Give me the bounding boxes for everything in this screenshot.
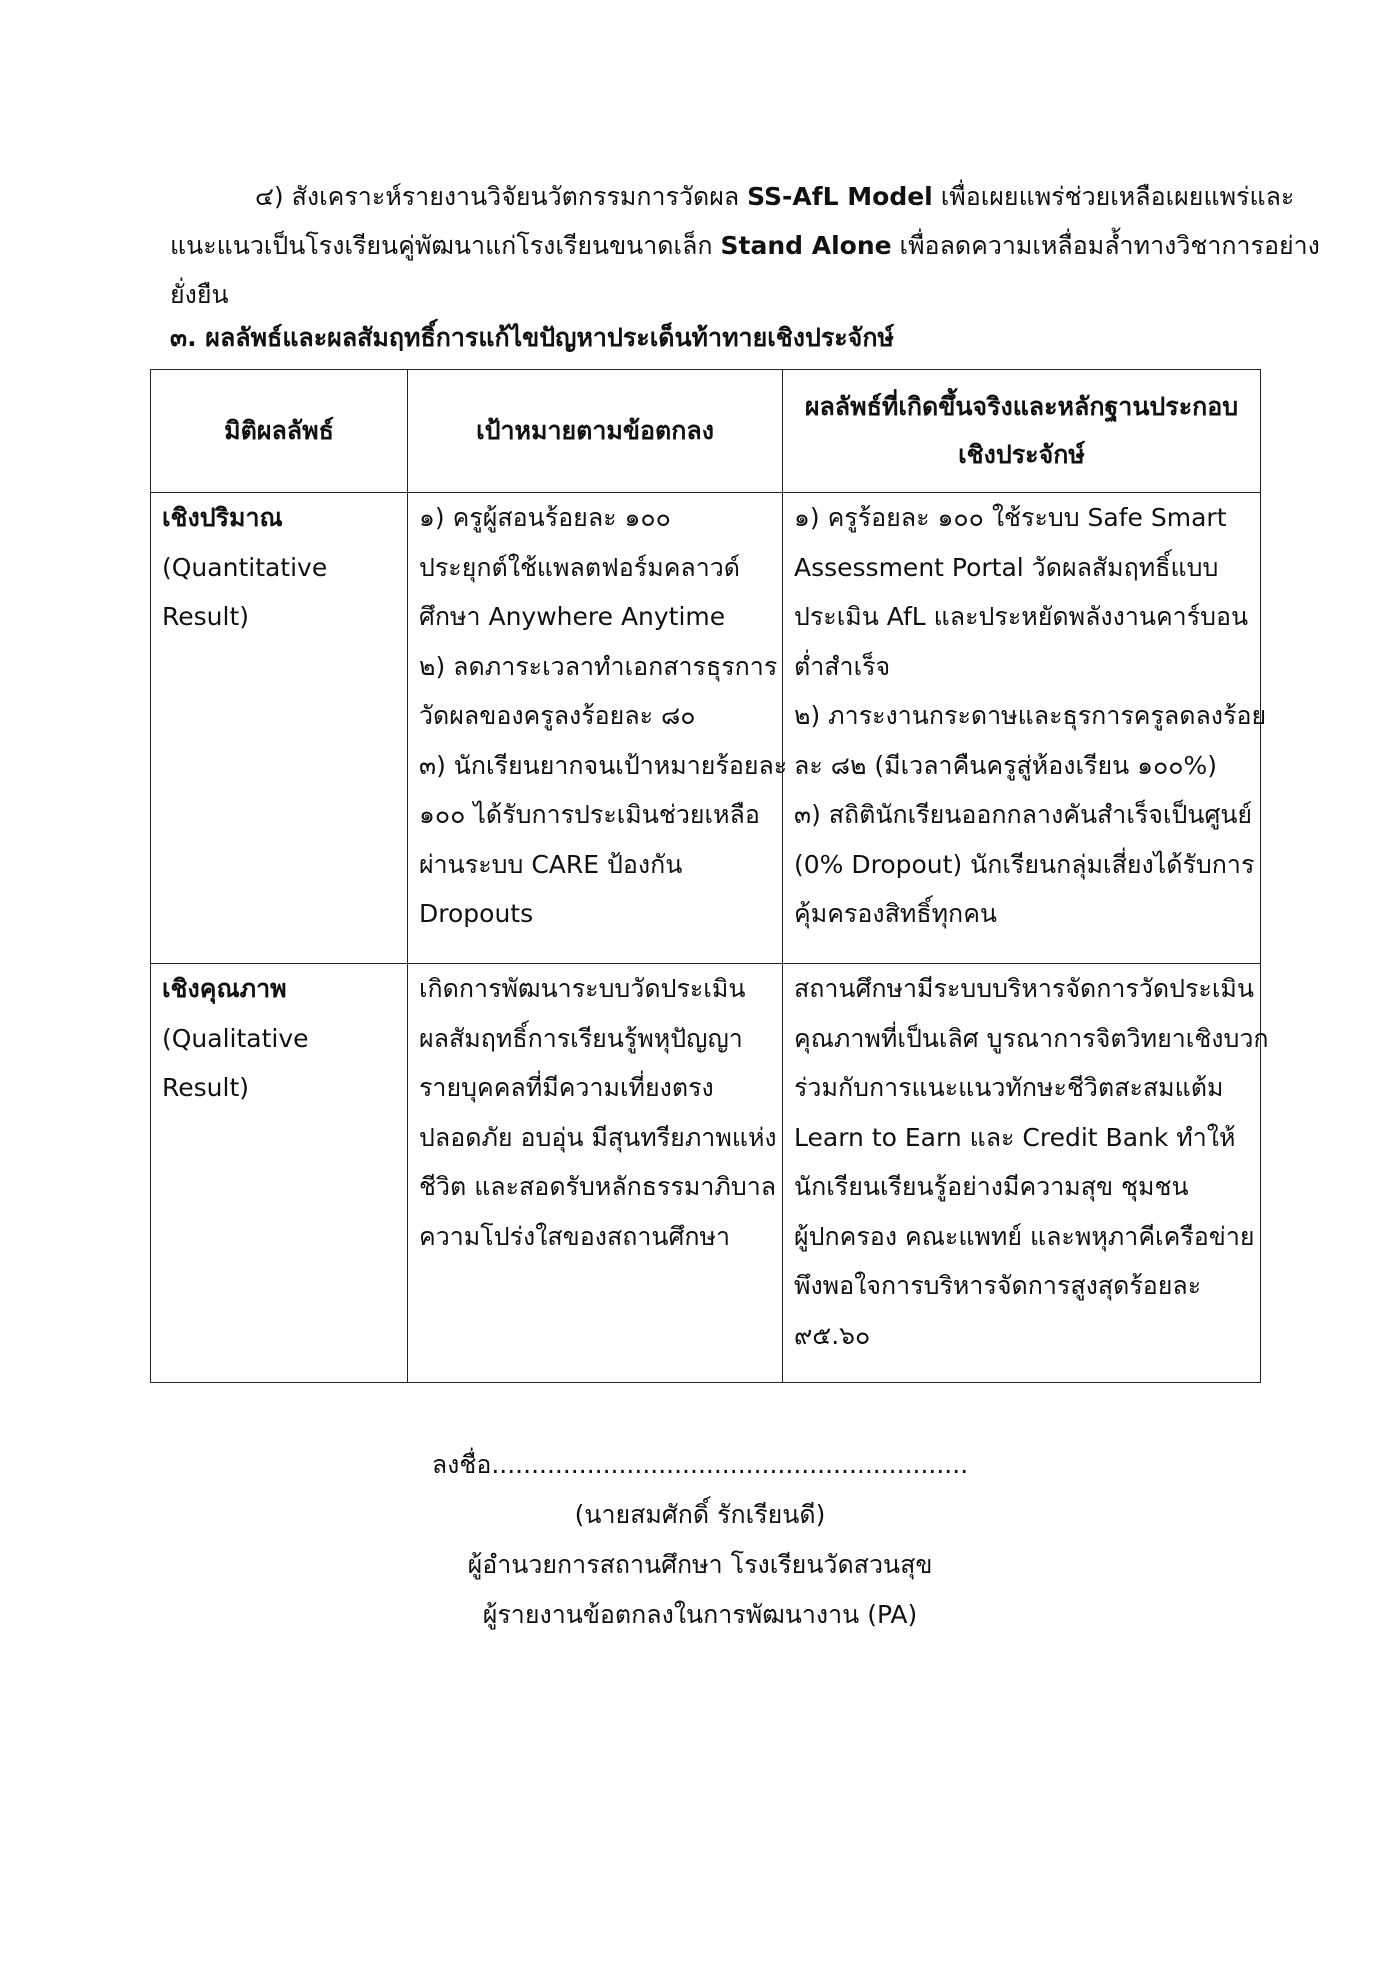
target-line: ๑๐๐ ได้รับการประเมินช่วยเหลือ (419, 800, 760, 829)
intro-line-1-text-b: เพื่อเผยแพร่ช่วยเหลือเผยแพร่และ (932, 182, 1295, 211)
header-actual-line-1: ผลลัพธ์ที่เกิดขึ้นจริงและหลักฐานประกอบ (804, 392, 1239, 421)
actual-line: (0% Dropout) นักเรียนกลุ่มเสี่ยงได้รับการ (794, 849, 1255, 879)
dimension-thai-label: เชิงปริมาณ (162, 503, 283, 532)
actual-line: ต่ำสำเร็จ (794, 651, 891, 681)
table-row-qualitative (151, 964, 1261, 1383)
target-line: ผ่านระบบ CARE ป้องกัน (419, 849, 683, 879)
target-line: รายบุคคลที่มีความเที่ยงตรง (419, 1073, 714, 1102)
intro-line-3: ยั่งยืน (170, 280, 229, 309)
target-line: เกิดการพัฒนาระบบวัดประเมิน (419, 974, 746, 1003)
actual-line: Assessment Portal วัดผลสัมฤทธิ์แบบ (794, 552, 1219, 582)
target-cell (408, 964, 783, 1383)
target-line: ปลอดภัย อบอุ่น มีสุนทรียภาพแห่ง (419, 1122, 777, 1152)
target-line: ๒) ลดภาระเวลาทำเอกสารธุรการ (419, 651, 778, 681)
results-table (150, 369, 1269, 1383)
actual-line: คุณภาพที่เป็นเลิศ บูรณาการจิตวิทยาเชิงบวก (794, 1023, 1269, 1053)
table-header-row (151, 370, 1261, 493)
header-dimension: มิติผลลัพธ์ (151, 370, 408, 493)
intro-line-2 (170, 221, 1320, 270)
intro-line-1 (170, 172, 1295, 221)
actual-line: คุ้มครองสิทธิ์ทุกคน (794, 899, 998, 928)
signer-name: (นายสมศักดิ์ รักเรียนดี) (574, 1500, 826, 1529)
actual-line: ๑) ครูร้อยละ ๑๐๐ ใช้ระบบ Safe Smart (794, 503, 1227, 532)
header-actual-line-2: เชิงประจักษ์ (958, 440, 1085, 469)
target-line: ๓) นักเรียนยากจนเป้าหมายร้อยละ (419, 750, 788, 780)
dimension-cell (151, 964, 408, 1383)
dimension-english-label: Result) (162, 1073, 249, 1102)
target-line: ศึกษา Anywhere Anytime (419, 602, 726, 631)
actual-line: นักเรียนเรียนรู้อย่างมีความสุข ชุมชน (794, 1172, 1189, 1201)
table-row-quantitative (151, 493, 1261, 964)
dimension-cell (151, 493, 408, 964)
actual-line: ร่วมกับการแนะแนวทักษะชีวิตสะสมแต้ม (794, 1073, 1224, 1102)
signer-position: ผู้อำนวยการสถานศึกษา โรงเรียนวัดสวนสุข (467, 1550, 933, 1579)
dimension-english-label: (Quantitative (162, 552, 328, 582)
target-line: ๑) ครูผู้สอนร้อยละ ๑๐๐ (419, 503, 671, 532)
signature-line: ลงชื่อ............................................................ (431, 1450, 969, 1479)
dimension-english-label: (Qualitative (162, 1023, 309, 1053)
actual-line: ๒) ภาระงานกระดาษและธุรการครูลดลงร้อย (794, 701, 1267, 730)
target-line: ผลสัมฤทธิ์การเรียนรู้พหุปัญญา (419, 1023, 743, 1053)
intro-line-1-model-name: SS-AfL Model (747, 182, 933, 211)
target-line: ความโปร่งใสของสถานศึกษา (419, 1221, 731, 1251)
dimension-english-label: Result) (162, 602, 249, 631)
header-actual-result (783, 370, 1261, 493)
actual-line: Learn to Earn และ Credit Bank ทำให้ (794, 1122, 1236, 1152)
intro-line-2-text-b: เพื่อลดความเหลื่อมล้ำทางวิชาการอย่าง (891, 231, 1320, 260)
intro-line-2-text-a: แนะแนวเป็นโรงเรียนคู่พัฒนาแก่โรงเรียนขนาดเล็ก (170, 231, 721, 260)
section-heading: ๓. ผลลัพธ์และผลสัมฤทธิ์การแก้ไขปัญหาประเด็นท้าทายเชิงประจักษ์ (170, 323, 894, 352)
actual-result-cell (783, 493, 1267, 964)
signature-block (380, 1440, 1020, 1640)
actual-line: ประเมิน AfL และประหยัดพลังงานคาร์บอน (794, 602, 1249, 631)
actual-line: ๓) สถิตินักเรียนออกกลางคันสำเร็จเป็นศูนย์ (794, 800, 1253, 829)
target-line: ชีวิต และสอดรับหลักธรรมาภิบาล (419, 1172, 777, 1201)
actual-result-cell (783, 964, 1269, 1383)
actual-line: ผู้ปกครอง คณะแพทย์ และพหุภาคีเครือข่าย (794, 1221, 1255, 1251)
intro-paragraph (170, 172, 1320, 319)
dimension-thai-label: เชิงคุณภาพ (162, 974, 287, 1003)
target-cell (408, 493, 788, 964)
signer-role: ผู้รายงานข้อตกลงในการพัฒนางาน (PA) (482, 1600, 918, 1629)
actual-line: พึงพอใจการบริหารจัดการสูงสุดร้อยละ (794, 1271, 1202, 1300)
target-line: ประยุกต์ใช้แพลตฟอร์มคลาวด์ (419, 552, 741, 582)
actual-line: ละ ๘๒ (มีเวลาคืนครูสู่ห้องเรียน ๑๐๐%) (794, 750, 1218, 780)
target-line: วัดผลของครูลงร้อยละ ๘๐ (419, 701, 696, 730)
intro-line-2-stand-alone: Stand Alone (720, 231, 892, 260)
header-target: เป้าหมายตามข้อตกลง (408, 370, 783, 493)
actual-line: ๙๕.๖๐ (794, 1320, 871, 1350)
target-line: Dropouts (419, 899, 534, 928)
actual-line: สถานศึกษามีระบบบริหารจัดการวัดประเมิน (794, 974, 1254, 1003)
intro-line-1-text-a: ๔) สังเคราะห์รายงานวิจัยนวัตกรรมการวัดผล (255, 182, 748, 211)
